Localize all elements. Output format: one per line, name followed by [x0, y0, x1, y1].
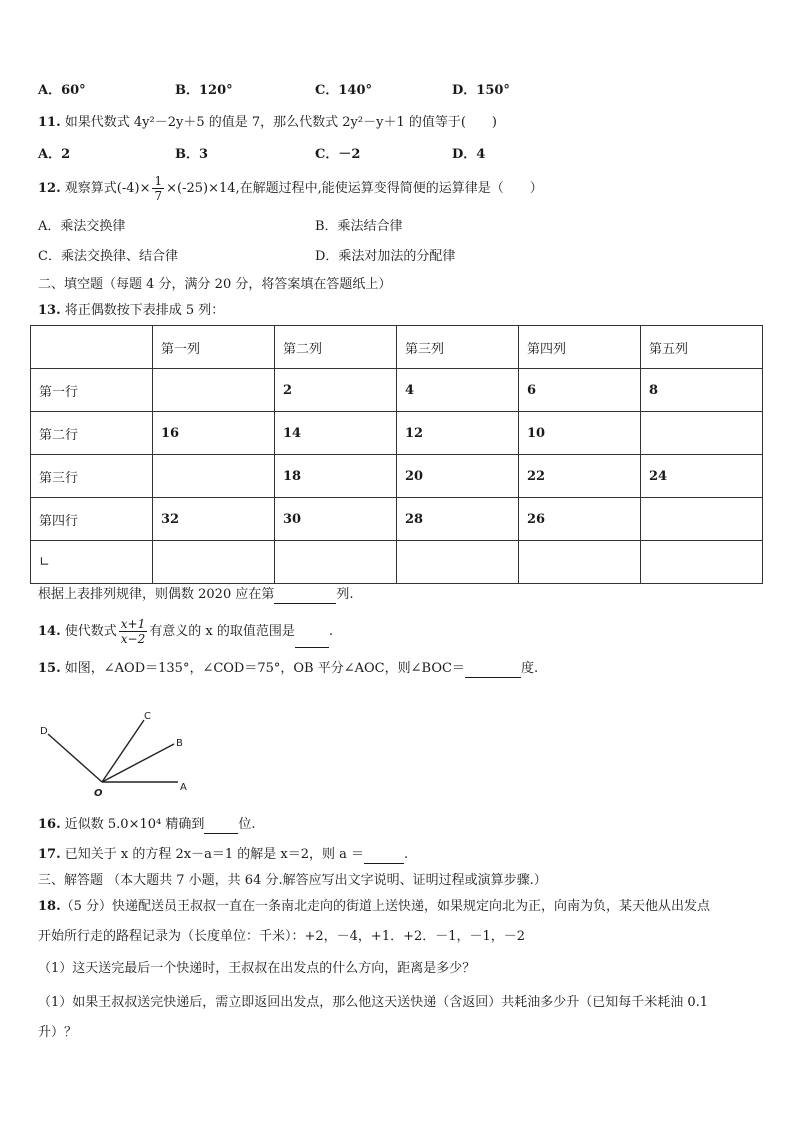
table-row [31, 369, 763, 412]
q17-question [38, 846, 408, 864]
table-cell: 24 [641, 455, 763, 498]
table-cell [519, 541, 641, 584]
table-cell [153, 541, 275, 584]
q12-option-a: A．乘法交换律 [38, 219, 126, 234]
table-cell: 30 [275, 498, 397, 541]
q14-frac-den: x−2 [120, 632, 146, 646]
q14-frac-num: x+1 [120, 617, 146, 631]
q18-text-1: （5 分）快递配送员王叔叔一直在一条南北走向的街道上送快递，如果规定向北为正，向南为负，某天他从出发点 [60, 899, 711, 914]
table-header-cell: 第三列 [397, 326, 519, 369]
q10-option-a: A．60° [38, 83, 86, 98]
q12-option-b: B．乘法结合律 [315, 219, 403, 234]
q15-question [38, 660, 538, 678]
q15-number: 15. [38, 661, 61, 676]
label-b: B [176, 738, 183, 749]
table-cell: 16 [153, 412, 275, 455]
table-cell: 10 [519, 412, 641, 455]
table-cell: 26 [519, 498, 641, 541]
q11-option-b: B．3 [175, 147, 209, 162]
q12-question [38, 174, 543, 204]
q13-number: 13. [38, 303, 61, 318]
table-header-cell: 第五列 [641, 326, 763, 369]
table-cell: 18 [275, 455, 397, 498]
q14-text-post: 有意义的 x 的取值范围是 [149, 624, 295, 639]
ray-oc [102, 720, 144, 782]
q16-answer-blank[interactable] [204, 819, 238, 834]
q12-option-d: D．乘法对加法的分配律 [315, 249, 456, 264]
table-row [31, 498, 763, 541]
table-cell: 28 [397, 498, 519, 541]
table-cell: 6 [519, 369, 641, 412]
q14-fraction [119, 617, 147, 646]
table-cell [641, 412, 763, 455]
table-cell: 14 [275, 412, 397, 455]
q12-frac-den: 7 [154, 189, 163, 203]
table-row-label: ∟ [31, 541, 153, 584]
q16-text: 近似数 5.0×10⁴ 精确到 [64, 817, 205, 832]
q12-text-pre: 观察算式(-4)× [64, 181, 151, 196]
q11-number: 11. [38, 115, 61, 130]
q14-question [38, 616, 333, 648]
q13-text: 将正偶数按下表排成 5 列： [64, 303, 225, 318]
q18-line-1 [38, 898, 710, 916]
ray-ob [102, 744, 174, 782]
table-row-label: 第一行 [31, 369, 153, 412]
q15-end: 度. [520, 661, 539, 676]
q12-frac-num: 1 [154, 174, 163, 188]
q14-answer-blank[interactable] [295, 633, 329, 648]
q12-text-post: ×(-25)×14,在解题过程中,能使运算变得简便的运算律是（ ） [166, 181, 543, 196]
table-cell: 8 [641, 369, 763, 412]
q17-answer-blank[interactable] [364, 849, 404, 864]
q18-sub-1: （1）这天送完最后一个快递时，王叔叔在出发点的什么方向，距离是多少？ [38, 961, 476, 976]
table-header-cell [31, 326, 153, 369]
q10-option-c: C．140° [315, 83, 372, 98]
q10-option-d: D．150° [452, 83, 510, 98]
table-row [31, 455, 763, 498]
q11-question [38, 114, 497, 132]
table-row-label: 第四行 [31, 498, 153, 541]
table-cell [641, 541, 763, 584]
q17-end: . [404, 847, 409, 862]
table-cell [153, 455, 275, 498]
q13-answer-blank[interactable] [274, 589, 336, 604]
q18-sub-2-line-1: （1）如果王叔叔送完快递后，需立即返回出发点，那么他这天送快递（含返回）共耗油多少升（已知每千米耗油 0.1 [38, 995, 709, 1010]
q18-line-2: 开始所行走的路程记录为（长度单位：千米）：+2，－4，+1．+2．－1，－1，－2 [38, 929, 526, 944]
q13-question [38, 302, 224, 320]
table-cell [641, 498, 763, 541]
q16-end: 位. [238, 817, 256, 832]
q11-option-a: A．2 [38, 147, 71, 162]
ray-od [48, 734, 102, 782]
q11-option-c: C．－2 [315, 147, 361, 162]
label-o: O [94, 788, 103, 799]
q18-sub-2-line-2: 升）？ [38, 1025, 78, 1040]
table-row-label: 第二行 [31, 412, 153, 455]
even-number-table [30, 325, 763, 584]
label-d: D [40, 726, 48, 737]
q11-text: 如果代数式 4y²－2y＋5 的值是 7，那么代数式 2y²－y＋1 的值等于( ) [64, 115, 497, 130]
q17-number: 17. [38, 847, 61, 862]
table-cell: 2 [275, 369, 397, 412]
table-cell: 20 [397, 455, 519, 498]
label-c: C [144, 711, 151, 722]
label-a: A [180, 782, 187, 793]
q17-text: 已知关于 x 的方程 2x－a＝1 的解是 x＝2，则 a ＝ [64, 847, 365, 862]
q15-answer-blank[interactable] [465, 663, 521, 678]
table-row-label: 第三行 [31, 455, 153, 498]
q16-number: 16. [38, 817, 61, 832]
table-row [31, 541, 763, 584]
q13-follow-pre: 根据上表排列规律，则偶数 2020 应在第 [38, 587, 275, 602]
table-cell [153, 369, 275, 412]
q13-follow-post: 列. [336, 587, 354, 602]
table-header-cell: 第一列 [153, 326, 275, 369]
q15-text: 如图，∠AOD＝135°，∠COD＝75°，OB 平分∠AOC，则∠BOC＝ [64, 661, 465, 676]
q13-follow-up [38, 586, 354, 604]
q10-option-b: B．120° [175, 83, 233, 98]
section-2-title: 二、填空题（每题 4 分，满分 20 分，将答案填在答题纸上） [38, 277, 392, 292]
q14-text-pre: 使代数式 [64, 624, 117, 639]
table-cell: 4 [397, 369, 519, 412]
table-cell: 22 [519, 455, 641, 498]
table-cell [275, 541, 397, 584]
table-header-row [31, 326, 763, 369]
q12-option-c: C．乘法交换律、结合律 [38, 249, 178, 264]
table-header-cell: 第二列 [275, 326, 397, 369]
table-header-cell: 第四列 [519, 326, 641, 369]
q14-end: . [328, 624, 333, 639]
angle-figure [30, 700, 200, 800]
q12-number: 12. [38, 181, 61, 196]
section-3-title: 三、解答题 （本大题共 7 小题，共 64 分.解答应写出文字说明、证明过程或演算步骤.） [38, 873, 547, 888]
table-cell: 32 [153, 498, 275, 541]
q12-fraction [152, 174, 164, 203]
table-cell: 12 [397, 412, 519, 455]
table-row [31, 412, 763, 455]
q11-option-d: D．4 [452, 147, 486, 162]
q14-number: 14. [38, 624, 61, 639]
q16-question [38, 816, 256, 834]
table-cell [397, 541, 519, 584]
q18-number: 18. [38, 899, 61, 914]
